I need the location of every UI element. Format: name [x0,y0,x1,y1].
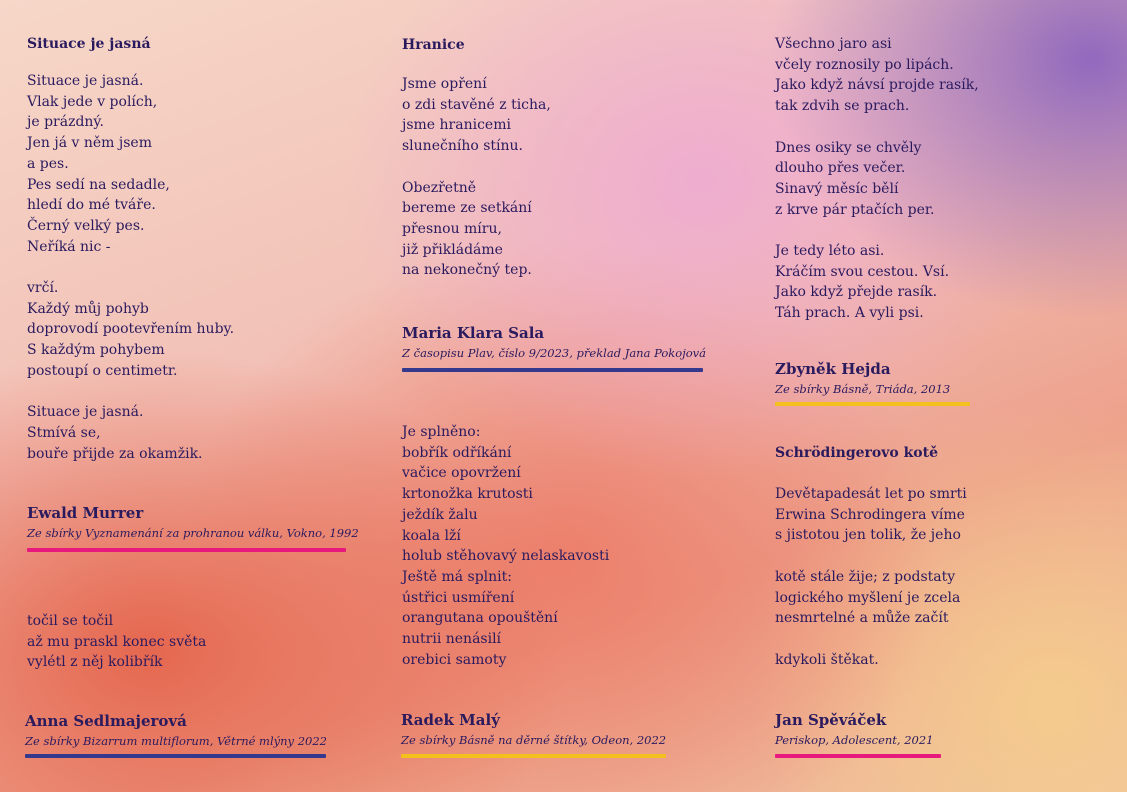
author-source: Ze sbírky Bizarrum multiflorum, Větrné mlýny 2022 [25,734,327,748]
poem-text: Jsme opření o zdi stavěné z ticha, jsme hranicemi slunečního stínu. Obezřetně bereme ze setkání přesnou míru, již přikládáme na nekonečný tep. [402,76,551,279]
author-name: Maria Klara Sala [402,324,545,342]
poem-kolibrik [27,611,367,673]
poem-vsechno-jaro [775,34,1115,324]
pink-rule [775,754,941,758]
poem-je-splneno [402,422,742,670]
author-name: Radek Malý [401,711,500,729]
blue-rule [25,754,326,758]
poem-hranice [402,35,742,281]
author-source: Ze sbírky Vyznamenání za prohranou válku, Vokno, 1992 [27,526,359,540]
poem-text: Devětapadesát let po smrti Erwina Schrodingera víme s jistotou jen tolik, že jeho kotě stále žije; z podstaty logického myšlení je zcela nesmrtelné a může začít kdykoli štěkat. [775,486,967,668]
poem-text: točil se točil až mu praskl konec světa vylétl z něj kolibřík [27,613,207,671]
poem-text: Situace je jasná. Vlak jede v polích, je prázdný. Jen já v něm jsem a pes. Pes sedí na sedadle, hledí do mé tváře. Černý velký pes. Neříká nic - vrčí. Každý můj pohyb doprovodí pootevřením huby. S každým pohybem postoupí o centimetr. Situace je jasná. Stmívá se, bouře přijde za okamžik. [27,73,235,462]
credit-anna-sedlmajerova [25,711,365,758]
poem-situace [27,34,367,464]
poem-text: Všechno jaro asi včely roznosily po lipách. Jako když návsí projde rasík, tak zdvih se prach. Dnes osiky se chvěly dlouho přes večer. Sinavý měsíc bělí z krve pár ptačích per. Je tedy léto asi. Kráčím svou cestou. Vsí. Jako když přejde rasík. Táh prach. A vyli psi. [775,36,979,322]
author-source: Ze sbírky Básně, Triáda, 2013 [775,382,951,396]
poem-title: Hranice [402,37,465,53]
credit-zbynek-hejda [775,359,1115,406]
author-name: Anna Sedlmajerová [25,712,187,730]
credit-maria-klara-sala [402,323,742,372]
poem-title: Situace je jasná [27,36,151,52]
credit-jan-spevacek [775,710,1115,758]
pink-rule [27,548,346,552]
yellow-rule [775,402,970,406]
poem-schrodingerovo-kote [775,443,1115,670]
blue-rule [402,368,703,372]
credit-ewald-murrer [27,503,367,552]
author-name: Ewald Murrer [27,504,144,522]
poem-text: Je splněno: bobřík odříkání vačice opovržení krtonožka krutosti ježdík žalu koala lží holub stěhovavý nelaskavosti Ještě má splnit: ústřici usmíření orangutana opouštění nutrii nenásilí orebici samoty [402,424,610,668]
poem-title: Schrödingerovo kotě [775,445,938,461]
author-name: Zbyněk Hejda [775,360,891,378]
author-source: Ze sbírky Básně na děrné štítky, Odeon, 2022 [401,733,667,747]
credit-radek-maly [401,710,741,758]
author-name: Jan Spěváček [775,711,887,729]
yellow-rule [401,754,666,758]
author-source: Z časopisu Plav, číslo 9/2023, překlad Jana Pokojová [402,346,707,360]
author-source: Periskop, Adolescent, 2021 [775,733,934,747]
